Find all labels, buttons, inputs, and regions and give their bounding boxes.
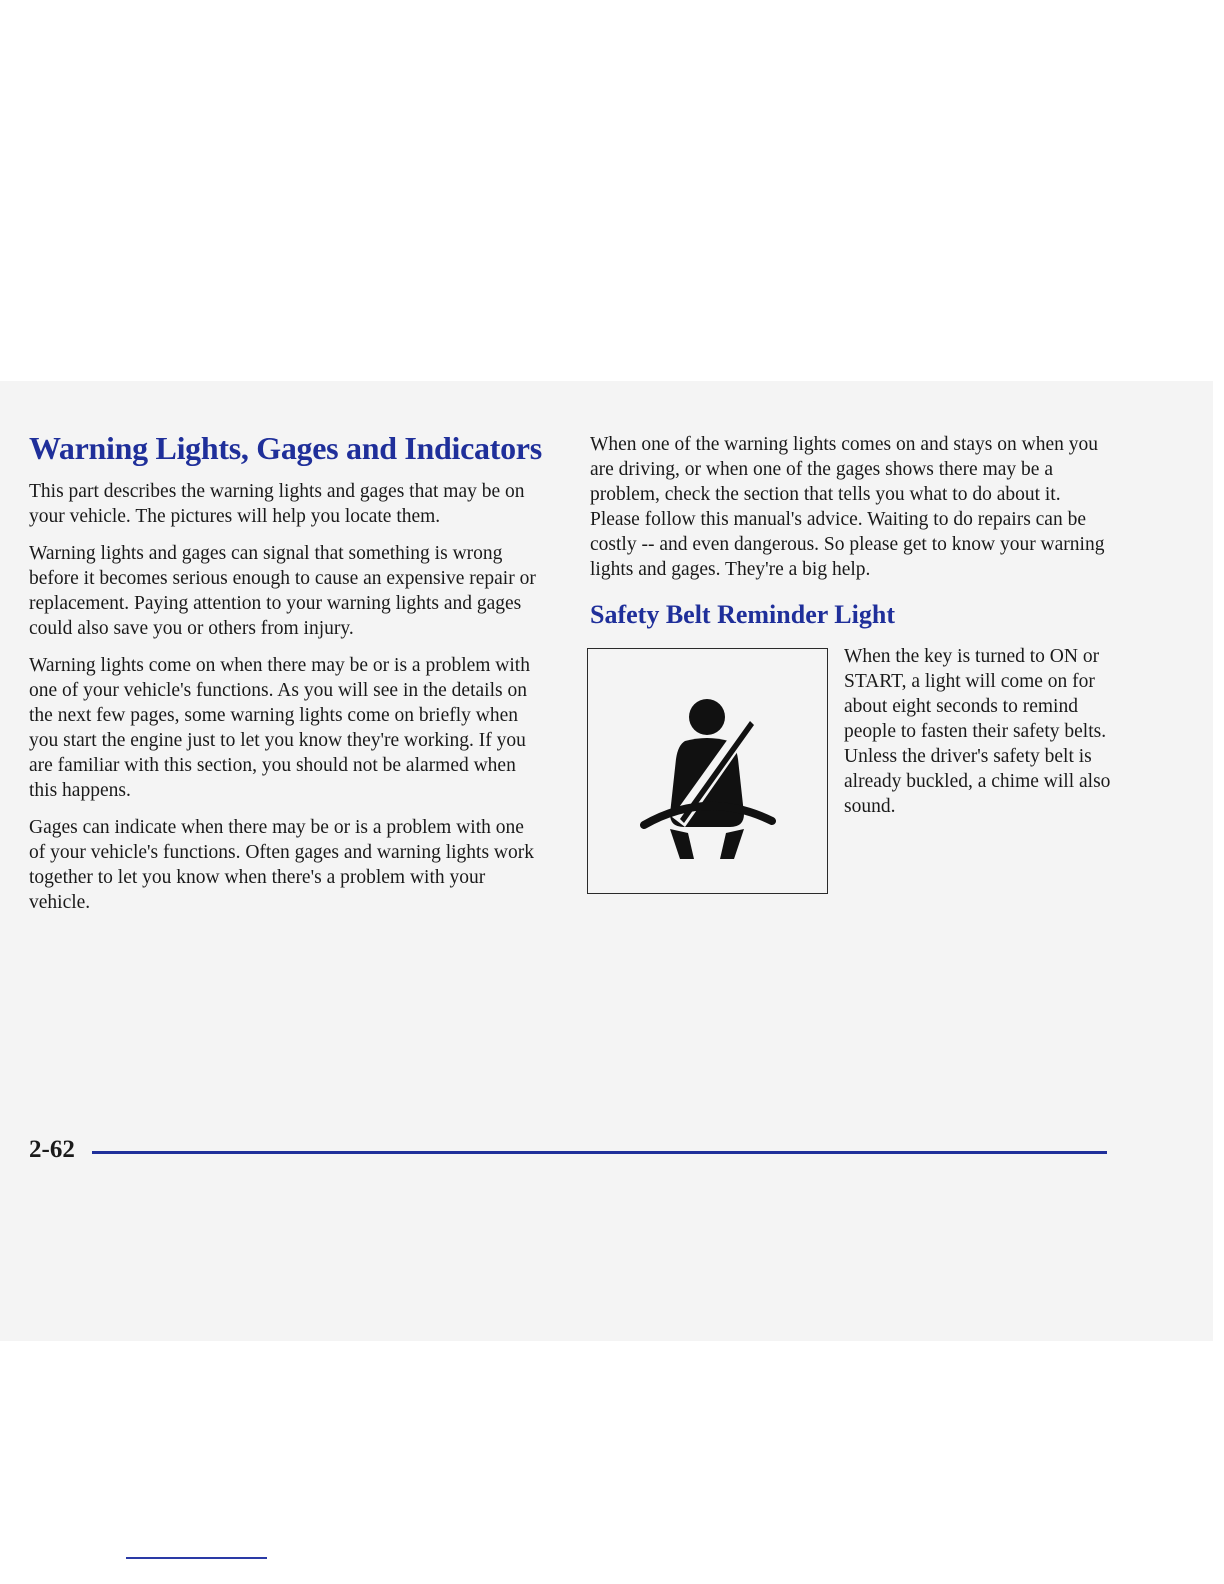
subsection-title: Safety Belt Reminder Light xyxy=(590,600,895,629)
figure-right-leg xyxy=(720,829,744,859)
section-title: Warning Lights, Gages and Indicators xyxy=(29,430,542,466)
figure-head xyxy=(689,699,725,735)
paragraph-signal: Warning lights and gages can signal that something is wrong before it becomes serious enough to cause an expensive repair or replacement. Paying attention to your warning lights and gages could also save you or others from injury. xyxy=(29,543,536,639)
paragraph-warning-lights: Warning lights come on when there may be or is a problem with one of your vehicle's functions. As you will see in the details on the next few pages, some warning lights come on briefly when you start the engine just to let you know they're working. If you are familiar with this section, you should not be alarmed when this happens. xyxy=(29,655,530,801)
safety-belt-figure xyxy=(587,648,828,894)
paragraph-intro: This part describes the warning lights and gages that may be on your vehicle. The pictures will help you locate them. xyxy=(29,481,525,527)
safety-belt-icon xyxy=(588,649,826,892)
safety-belt-description xyxy=(844,644,1112,819)
safety-belt-section xyxy=(590,646,1110,906)
right-column xyxy=(590,432,1110,906)
paragraph-gages: Gages can indicate when there may be or is a problem with one of your vehicle's functions. Often gages and warning lights work together to let you know when there's a problem with your vehicle. xyxy=(29,817,534,913)
left-column xyxy=(29,430,542,927)
figure-left-leg xyxy=(670,829,694,859)
footer-rule xyxy=(92,1151,1107,1154)
bottom-rule-mark xyxy=(126,1557,267,1559)
page-number: 2-62 xyxy=(29,1136,75,1163)
paragraph-advice: When one of the warning lights comes on and stays on when you are driving, or when one of the gages shows there may be a problem, check the section that tells you what to do about it. Please follow this manual's advice. Waiting to do repairs can be costly -- and even dangerous. So please get to know your warning lights and gages. They're a big help. xyxy=(590,434,1105,580)
paragraph-belt-reminder: When the key is turned to ON or START, a light will come on for about eight seconds to remind people to fasten their safety belts. Unless the driver's safety belt is already buckled, a chime will also sound. xyxy=(844,646,1111,817)
